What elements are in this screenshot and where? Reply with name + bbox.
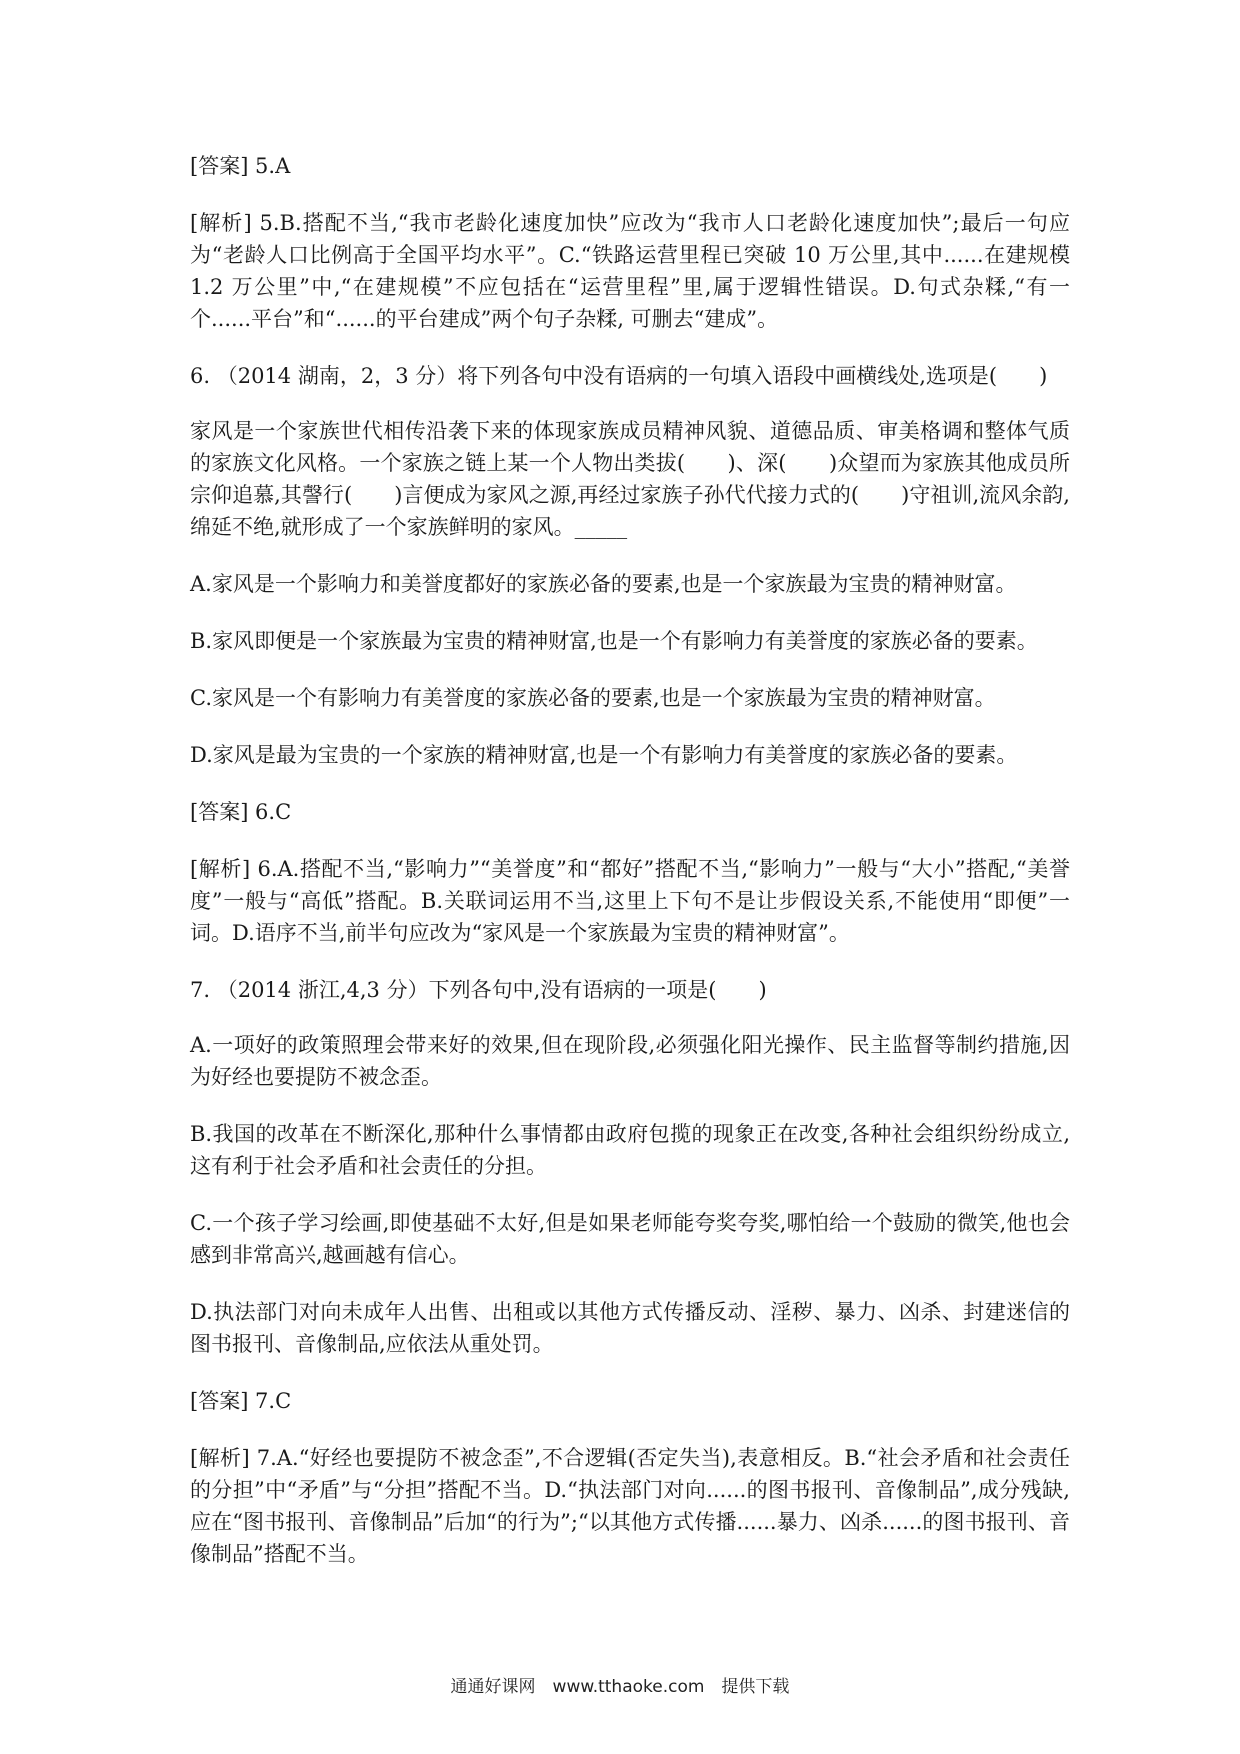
question-7-option-d: D.执法部门对向未成年人出售、出租或以其他方式传播反动、淫秽、暴力、凶杀、封建迷信的图书报刊、音像制品,应依法从重处罚。 — [190, 1300, 1070, 1356]
question-7-option-c: C.一个孩子学习绘画,即使基础不太好,但是如果老师能夸奖夸奖,哪怕给一个鼓励的微笑,他也会感到非常高兴,越画越有信心。 — [190, 1211, 1070, 1267]
answer-6: [答案] 6.C — [190, 800, 292, 824]
page-footer: 通通好课网 www.tthaoke.com 提供下载 — [450, 1677, 790, 1697]
question-6-option-a: A.家风是一个影响力和美誉度都好的家族必备的要素,也是一个家族最为宝贵的精神财富。 — [190, 572, 1017, 596]
answer-5: [答案] 5.A — [190, 154, 291, 178]
question-7: 7. （2014 浙江,4,3 分）下列各句中,没有语病的一项是( ) — [190, 978, 767, 1002]
document-body — [190, 150, 1070, 1595]
question-6: 6. （2014 湖南，2，3 分）将下列各句中没有语病的一句填入语段中画横线处,选项是( ) — [190, 364, 1048, 388]
analysis-7: [解析] 7.A.“好经也要提防不被念歪”,不合逻辑(否定失当),表意相反。B.“社会矛盾和社会责任的分担”中“矛盾”与“分担”搭配不当。D.“执法部门对向......的图书报刊、音像制品”,成分残缺,应在“图书报刊、音像制品”后加“的行为”;“以其他方式传播......暴力、凶杀......的图书报刊、音像制品”搭配不当。 — [190, 1446, 1070, 1566]
question-7-option-a: A.一项好的政策照理会带来好的效果,但在现阶段,必须强化阳光操作、民主监督等制约措施,因为好经也要提防不被念歪。 — [190, 1033, 1070, 1089]
question-6-option-d: D.家风是最为宝贵的一个家族的精神财富,也是一个有影响力有美誉度的家族必备的要素。 — [190, 743, 1018, 767]
question-6-option-b: B.家风即便是一个家族最为宝贵的精神财富,也是一个有影响力有美誉度的家族必备的要素。 — [190, 629, 1038, 653]
question-6-passage: 家风是一个家族世代相传沿袭下来的体现家族成员精神风貌、道德品质、审美格调和整体气质的家族文化风格。一个家族之链上某一个人物出类拔( )、深( )众望而为家族其他成员所宗仰追慕,其謦行( )言便成为家风之源,再经过家族子孙代代接力式的( )守祖训,流风余韵,绵延不绝,就形成了一个家族鲜明的家风。_____ — [190, 419, 1070, 539]
answer-7: [答案] 7.C — [190, 1389, 292, 1413]
question-7-option-b: B.我国的改革在不断深化,那种什么事情都由政府包揽的现象正在改变,各种社会组织纷纷成立,这有利于社会矛盾和社会责任的分担。 — [190, 1122, 1070, 1178]
analysis-5: [解析] 5.B.搭配不当,“我市老龄化速度加快”应改为“我市人口老龄化速度加快”;最后一句应为“老龄人口比例高于全国平均水平”。C.“铁路运营里程已突破 10 万公里,其中......在建规模 1.2 万公里”中,“在建规模”不应包括在“运营里程”里,属于逻辑性错误。D.句式杂糅,“有一个......平台”和“......的平台建成”两个句子杂糅, 可删去“建成”。 — [190, 211, 1070, 331]
question-6-option-c: C.家风是一个有影响力有美誉度的家族必备的要素,也是一个家族最为宝贵的精神财富。 — [190, 686, 996, 710]
analysis-6: [解析] 6.A.搭配不当,“影响力”“美誉度”和“都好”搭配不当,“影响力”一般与“大小”搭配,“美誉度”一般与“高低”搭配。B.关联词运用不当,这里上下句不是让步假设关系,不能使用“即便”一词。D.语序不当,前半句应改为“家风是一个家族最为宝贵的精神财富”。 — [190, 857, 1070, 945]
